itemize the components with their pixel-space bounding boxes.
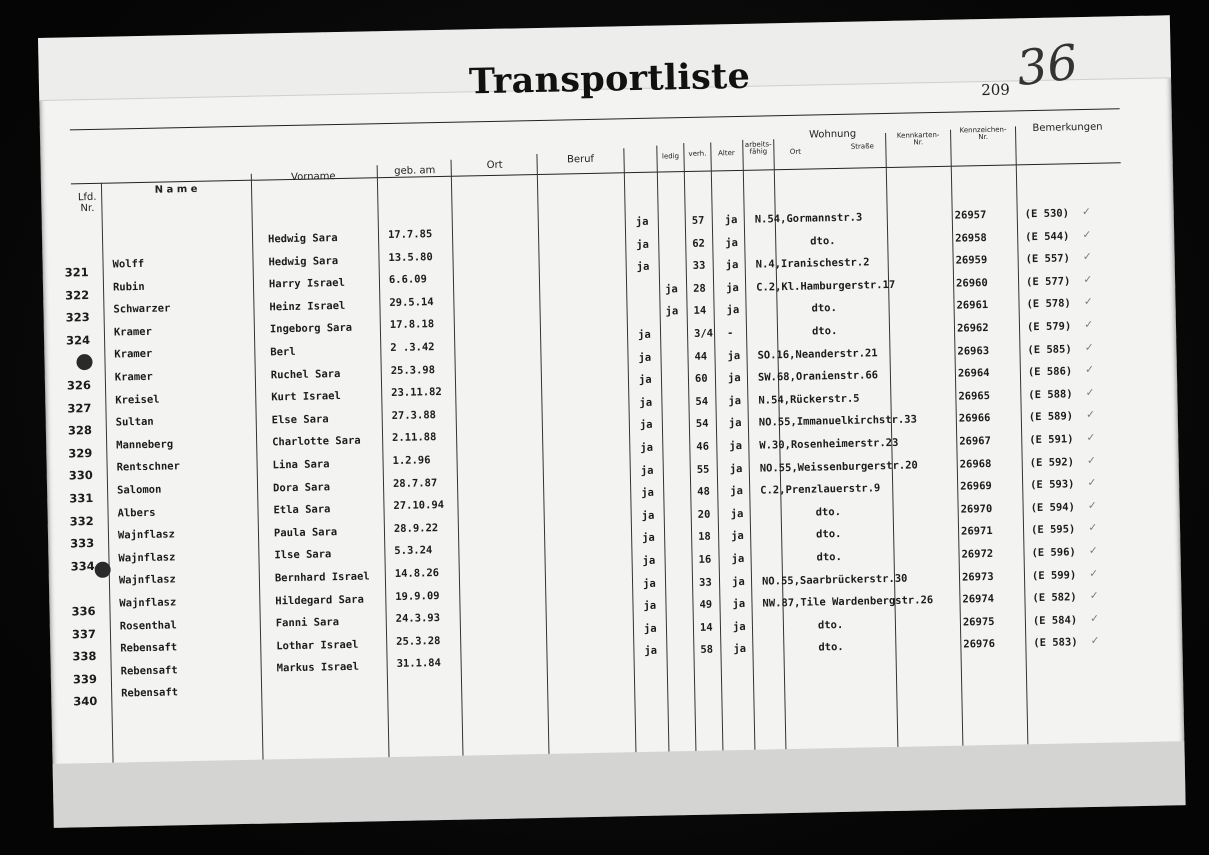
row-alter: 3/4 xyxy=(693,327,714,340)
row-name: Rentschner xyxy=(116,460,180,474)
header-verh: verh. xyxy=(688,149,707,158)
row-kennzeichen: 26970 xyxy=(960,502,993,516)
check-mark: ✓ xyxy=(1084,316,1093,332)
row-name: Kreisel xyxy=(115,393,160,407)
row-number: 323 xyxy=(65,310,90,325)
row-arbeitsfaehig: ja xyxy=(729,462,743,475)
row-number: 330 xyxy=(68,468,93,483)
row-arbeitsfaehig: ja xyxy=(727,349,741,362)
header-wohnung-strasse: Straße xyxy=(850,142,874,151)
row-vorname: Hedwig Sara xyxy=(268,254,339,269)
row-alter: 54 xyxy=(695,418,709,431)
row-alter: 28 xyxy=(693,282,706,295)
row-alter: 57 xyxy=(691,214,705,227)
row-bemerkungen: (E 582) xyxy=(1032,591,1077,605)
row-arbeitsfaehig: ja xyxy=(725,236,739,249)
row-ledig: ja xyxy=(643,599,657,613)
row-number: 332 xyxy=(69,513,94,529)
header-wohnung: Wohnung xyxy=(808,128,857,141)
row-bemerkungen: (E 596) xyxy=(1031,546,1076,560)
check-mark: ✓ xyxy=(1086,407,1095,422)
check-mark: ✓ xyxy=(1087,475,1096,490)
row-number: 336 xyxy=(71,603,96,619)
row-kennzeichen: 26958 xyxy=(955,231,987,245)
handwritten-page-number: 36 xyxy=(1013,34,1082,98)
col-divider-alter xyxy=(710,143,723,751)
row-bemerkungen: (E 557) xyxy=(1025,252,1071,266)
row-wohnung: dto. xyxy=(818,641,844,654)
row-ledig: ja xyxy=(637,328,651,342)
row-wohnung: W.30,Rosenheimerstr.23 xyxy=(759,436,899,452)
row-wohnung: NO.55,Immanuelkirchstr.33 xyxy=(758,413,918,429)
row-ledig: ja xyxy=(644,645,658,658)
row-vorname: Paula Sara xyxy=(273,525,338,540)
header-bemerkungen: Bemerkungen xyxy=(1032,121,1103,135)
row-alter: 54 xyxy=(695,395,709,408)
header-beruf: Beruf xyxy=(566,153,595,166)
check-mark: ✓ xyxy=(1083,271,1092,286)
check-mark: ✓ xyxy=(1087,429,1095,445)
row-arbeitsfaehig: ja xyxy=(731,552,745,566)
check-mark: ✓ xyxy=(1089,542,1097,557)
row-name: Salomon xyxy=(116,483,162,497)
row-name: Albers xyxy=(117,506,156,520)
row-name: Rubin xyxy=(112,280,145,294)
row-arbeitsfaehig: ja xyxy=(733,643,747,656)
header-ort: Ort xyxy=(486,159,503,172)
row-vorname: Berl xyxy=(270,345,296,359)
check-mark: ✓ xyxy=(1085,339,1093,354)
row-number: 334 xyxy=(70,558,95,574)
row-vorname: Fanni Sara xyxy=(275,616,340,630)
row-arbeitsfaehig: ja xyxy=(725,259,739,272)
row-name: Sultan xyxy=(115,415,154,429)
row-arbeitsfaehig: ja xyxy=(731,575,745,588)
transport-list-sheet xyxy=(38,15,1186,828)
row-ledig: ja xyxy=(638,351,652,364)
row-kennzeichen: 26965 xyxy=(958,389,991,403)
row-ledig: ja xyxy=(640,441,654,454)
row-kennzeichen: 26976 xyxy=(963,638,996,651)
header-alter: Alter xyxy=(718,149,735,158)
row-name: Wajnflasz xyxy=(119,596,177,610)
row-bemerkungen: (E 584) xyxy=(1032,614,1078,627)
row-geb-am: 14.8.26 xyxy=(394,567,440,580)
header-lfd-nr: Lfd. Nr. xyxy=(77,191,97,214)
row-number: 331 xyxy=(69,490,94,506)
row-vorname: Charlotte Sara xyxy=(272,434,361,449)
row-geb-am: 2.11.88 xyxy=(391,431,437,445)
row-geb-am: 17.7.85 xyxy=(387,228,433,242)
row-ledig: ja xyxy=(642,554,656,567)
row-name: Schwarzer xyxy=(113,302,171,316)
header-kennkarten: Kennkarten- Nr. xyxy=(896,130,940,147)
row-bemerkungen: (E 586) xyxy=(1027,365,1073,379)
row-vorname: Dora Sara xyxy=(272,480,331,494)
row-ledig: ja xyxy=(639,419,653,432)
row-wohnung: N.4,Iranischestr.2 xyxy=(755,256,870,271)
row-vorname: Lina Sara xyxy=(272,458,330,472)
row-kennzeichen: 26968 xyxy=(959,457,992,471)
row-bemerkungen: (E 544) xyxy=(1025,229,1070,243)
row-number: 337 xyxy=(71,626,97,642)
row-name: Wajnflasz xyxy=(117,528,176,542)
check-mark: ✓ xyxy=(1087,452,1096,467)
row-ledig: ja xyxy=(642,577,656,590)
row-bemerkungen: (E 592) xyxy=(1029,455,1075,469)
row-geb-am: 1.2.96 xyxy=(392,454,431,467)
row-bemerkungen: (E 591) xyxy=(1029,433,1074,447)
row-bemerkungen: (E 594) xyxy=(1030,501,1076,514)
row-alter: 20 xyxy=(697,508,711,521)
check-mark: ✓ xyxy=(1089,565,1098,580)
col-divider-nr xyxy=(101,183,114,763)
header-ledig: ledig xyxy=(661,152,680,161)
row-vorname: Bernhard Israel xyxy=(274,570,370,585)
row-bemerkungen: (E 588) xyxy=(1028,388,1073,401)
row-alter: 18 xyxy=(698,530,711,544)
row-bemerkungen: (E 585) xyxy=(1027,342,1072,356)
row-number: 327 xyxy=(67,400,92,416)
row-kennzeichen: 26964 xyxy=(957,367,990,380)
row-alter: 62 xyxy=(692,237,706,250)
row-arbeitsfaehig: ja xyxy=(728,394,742,408)
row-name: Rosenthal xyxy=(119,618,177,633)
row-vorname: Markus Israel xyxy=(276,661,359,675)
row-ledig: ja xyxy=(640,464,654,477)
row-kennzeichen: 26974 xyxy=(962,593,995,606)
check-mark: ✓ xyxy=(1082,203,1091,219)
row-wohnung: C.2,Prenzlauerstr.9 xyxy=(760,482,881,497)
row-wohnung: dto. xyxy=(810,234,836,248)
row-geb-am: 27.3.88 xyxy=(391,408,437,422)
row-vorname: Lothar Israel xyxy=(276,638,359,653)
col-divider-beruf xyxy=(623,148,636,752)
row-name: Manneberg xyxy=(116,438,174,452)
row-bemerkungen: (E 577) xyxy=(1025,275,1071,289)
row-name: Wajnflasz xyxy=(118,573,176,587)
header-vorname: Vorname xyxy=(290,171,336,183)
check-mark: ✓ xyxy=(1082,226,1091,241)
row-vorname: Hedwig Sara xyxy=(267,232,338,246)
col-divider-geb xyxy=(451,160,464,756)
row-alter: 33 xyxy=(698,576,712,589)
row-arbeitsfaehig: ja xyxy=(726,281,739,295)
page-title: Transportliste xyxy=(468,55,751,103)
row-arbeitsfaehig: ja xyxy=(729,439,743,453)
row-arbeitsfaehig: ja xyxy=(730,485,744,498)
row-geb-am: 29.5.14 xyxy=(389,295,434,309)
row-wohnung: N.54,Rückerstr.5 xyxy=(758,392,860,407)
row-number: 338 xyxy=(72,649,97,664)
row-kennzeichen: 26962 xyxy=(956,321,989,335)
row-wohnung: dto. xyxy=(816,528,842,541)
row-arbeitsfaehig: - xyxy=(726,327,734,340)
row-verh: ja xyxy=(665,283,678,296)
row-alter: 14 xyxy=(693,305,707,318)
row-number: 324 xyxy=(65,332,91,348)
row-alter: 16 xyxy=(698,553,712,566)
row-name: Kramer xyxy=(114,348,153,361)
row-kennzeichen: 26961 xyxy=(956,299,989,313)
header-geb-am: geb. am xyxy=(394,165,436,177)
row-ledig: ja xyxy=(639,396,653,409)
row-wohnung: N.54,Gormannstr.3 xyxy=(754,211,863,226)
row-ledig: ja xyxy=(638,373,652,387)
row-geb-am: 17.8.18 xyxy=(389,318,435,332)
row-alter: 49 xyxy=(699,598,713,612)
row-name: Kramer xyxy=(114,370,153,384)
row-geb-am: 24.3.93 xyxy=(395,612,441,626)
row-wohnung: dto. xyxy=(815,505,842,519)
row-geb-am: 6.6.09 xyxy=(388,273,427,287)
check-mark: ✓ xyxy=(1091,633,1099,648)
row-vorname: Harry Israel xyxy=(268,277,345,291)
check-mark: ✓ xyxy=(1083,249,1091,264)
row-number: 340 xyxy=(73,694,98,709)
row-number: 322 xyxy=(65,287,90,303)
row-arbeitsfaehig: ja xyxy=(732,598,746,611)
row-bemerkungen: (E 579) xyxy=(1026,320,1072,334)
row-arbeitsfaehig: ja xyxy=(727,372,741,385)
row-arbeitsfaehig: ja xyxy=(730,507,744,520)
check-mark: ✓ xyxy=(1090,588,1098,603)
header-arbeitsfaehig: arbeits- fähig xyxy=(744,140,772,157)
row-alter: 60 xyxy=(694,372,708,386)
row-number: 339 xyxy=(72,671,98,687)
row-wohnung: NO.55,Saarbrückerstr.30 xyxy=(761,572,908,588)
check-mark: ✓ xyxy=(1088,497,1096,512)
row-kennzeichen: 26969 xyxy=(960,480,992,493)
row-bemerkungen: (E 599) xyxy=(1031,568,1077,582)
row-number: 333 xyxy=(70,536,95,551)
row-arbeitsfaehig: ja xyxy=(726,304,740,317)
row-vorname: Heinz Israel xyxy=(269,299,346,314)
row-name: Rebensaft xyxy=(120,664,178,678)
row-alter: 48 xyxy=(697,485,711,499)
row-name: Kramer xyxy=(113,325,152,339)
row-alter: 44 xyxy=(694,350,708,363)
row-wohnung: dto. xyxy=(817,618,844,632)
row-bemerkungen: (E 578) xyxy=(1026,297,1071,311)
row-vorname: Else Sara xyxy=(271,413,329,427)
row-name: Wolff xyxy=(112,257,145,271)
check-mark: ✓ xyxy=(1084,294,1092,309)
row-kennzeichen: 26972 xyxy=(961,547,994,561)
row-arbeitsfaehig: ja xyxy=(732,620,746,633)
header-kennzeichen: Kennzeichen- Nr. xyxy=(959,125,1007,142)
row-wohnung: SW.68,Oranienstr.66 xyxy=(757,369,879,384)
row-vorname: Kurt Israel xyxy=(271,390,341,404)
row-kennzeichen: 26959 xyxy=(955,254,988,267)
row-kennzeichen: 26957 xyxy=(954,209,987,222)
row-geb-am: 23.11.82 xyxy=(391,386,442,400)
row-ledig: ja xyxy=(636,260,650,274)
row-ledig: ja xyxy=(642,532,655,545)
row-wohnung: NW.87,Tile Wardenbergstr.26 xyxy=(762,594,934,610)
row-vorname: Ingeborg Sara xyxy=(269,322,353,336)
row-arbeitsfaehig: ja xyxy=(731,530,744,543)
row-arbeitsfaehig: ja xyxy=(728,417,742,430)
row-geb-am: 13.5.80 xyxy=(388,250,433,264)
row-bemerkungen: (E 530) xyxy=(1024,207,1070,221)
row-geb-am: 28.7.87 xyxy=(392,476,438,490)
check-mark: ✓ xyxy=(1086,384,1094,399)
row-bemerkungen: (E 589) xyxy=(1028,410,1074,424)
row-alter: 55 xyxy=(696,463,710,476)
row-kennzeichen: 26960 xyxy=(955,276,988,290)
check-mark: ✓ xyxy=(1088,520,1097,535)
row-ledig: ja xyxy=(643,622,657,635)
col-divider-name xyxy=(251,174,264,760)
page-number: 209 xyxy=(981,80,1011,100)
row-vorname: Hildegard Sara xyxy=(275,593,364,607)
row-geb-am: 27.10.94 xyxy=(393,499,445,513)
col-divider-ort xyxy=(536,154,549,754)
row-wohnung: SO.16,Neanderstr.21 xyxy=(757,346,878,362)
row-name: Wajnflasz xyxy=(118,551,176,565)
row-geb-am: 5.3.24 xyxy=(394,544,433,558)
col-divider-ledig xyxy=(656,146,669,752)
row-alter: 58 xyxy=(700,643,714,657)
row-wohnung: NO.55,Weissenburgerstr.20 xyxy=(759,459,918,475)
row-geb-am: 2 .3.42 xyxy=(390,341,435,354)
row-number: 328 xyxy=(67,423,93,438)
row-verh: ja xyxy=(665,305,679,318)
row-geb-am: 31.1.84 xyxy=(396,657,442,671)
row-alter: 46 xyxy=(696,440,710,453)
header-name: N a m e xyxy=(154,183,198,196)
row-geb-am: 28.9.22 xyxy=(393,521,439,535)
row-ledig: ja xyxy=(641,486,655,500)
col-divider-arb xyxy=(742,140,755,750)
row-name: Rebensaft xyxy=(121,686,179,700)
row-bemerkungen: (E 583) xyxy=(1033,636,1078,650)
row-name: Rebensaft xyxy=(120,641,178,655)
check-mark: ✓ xyxy=(1085,362,1094,377)
row-ledig: ja xyxy=(641,509,655,522)
row-alter: 33 xyxy=(692,259,706,273)
row-geb-am: 25.3.98 xyxy=(390,363,436,377)
row-geb-am: 25.3.28 xyxy=(396,634,441,648)
row-kennzeichen: 26963 xyxy=(957,344,990,358)
header-wohnung-ort: Ort xyxy=(789,147,802,156)
row-vorname: Etla Sara xyxy=(273,503,331,517)
row-kennzeichen: 26967 xyxy=(959,434,992,448)
row-kennzeichen: 26975 xyxy=(962,615,995,629)
row-kennzeichen: 26966 xyxy=(958,412,991,425)
row-ledig: ja xyxy=(635,215,649,229)
col-divider-verh xyxy=(683,143,696,751)
row-number: 326 xyxy=(66,378,92,393)
row-kennzeichen: 26971 xyxy=(960,525,993,538)
row-wohnung: dto. xyxy=(816,550,842,564)
row-vorname: Ruchel Sara xyxy=(270,367,341,381)
row-kennzeichen: 26973 xyxy=(961,570,994,584)
row-bemerkungen: (E 595) xyxy=(1030,523,1076,537)
row-geb-am: 19.9.09 xyxy=(395,589,440,603)
row-bemerkungen: (E 593) xyxy=(1030,478,1075,492)
ink-blot xyxy=(76,354,92,370)
row-wohnung: dto. xyxy=(811,302,838,315)
row-ledig: ja xyxy=(636,238,650,251)
row-number: 321 xyxy=(64,265,89,280)
row-wohnung: C.2,Kl.Hamburgerstr.17 xyxy=(756,278,896,294)
row-arbeitsfaehig: ja xyxy=(724,213,738,227)
row-wohnung: dto. xyxy=(811,325,838,338)
row-number: 329 xyxy=(68,445,93,461)
row-alter: 14 xyxy=(699,621,713,634)
check-mark: ✓ xyxy=(1090,610,1099,625)
row-vorname: Ilse Sara xyxy=(274,548,332,562)
